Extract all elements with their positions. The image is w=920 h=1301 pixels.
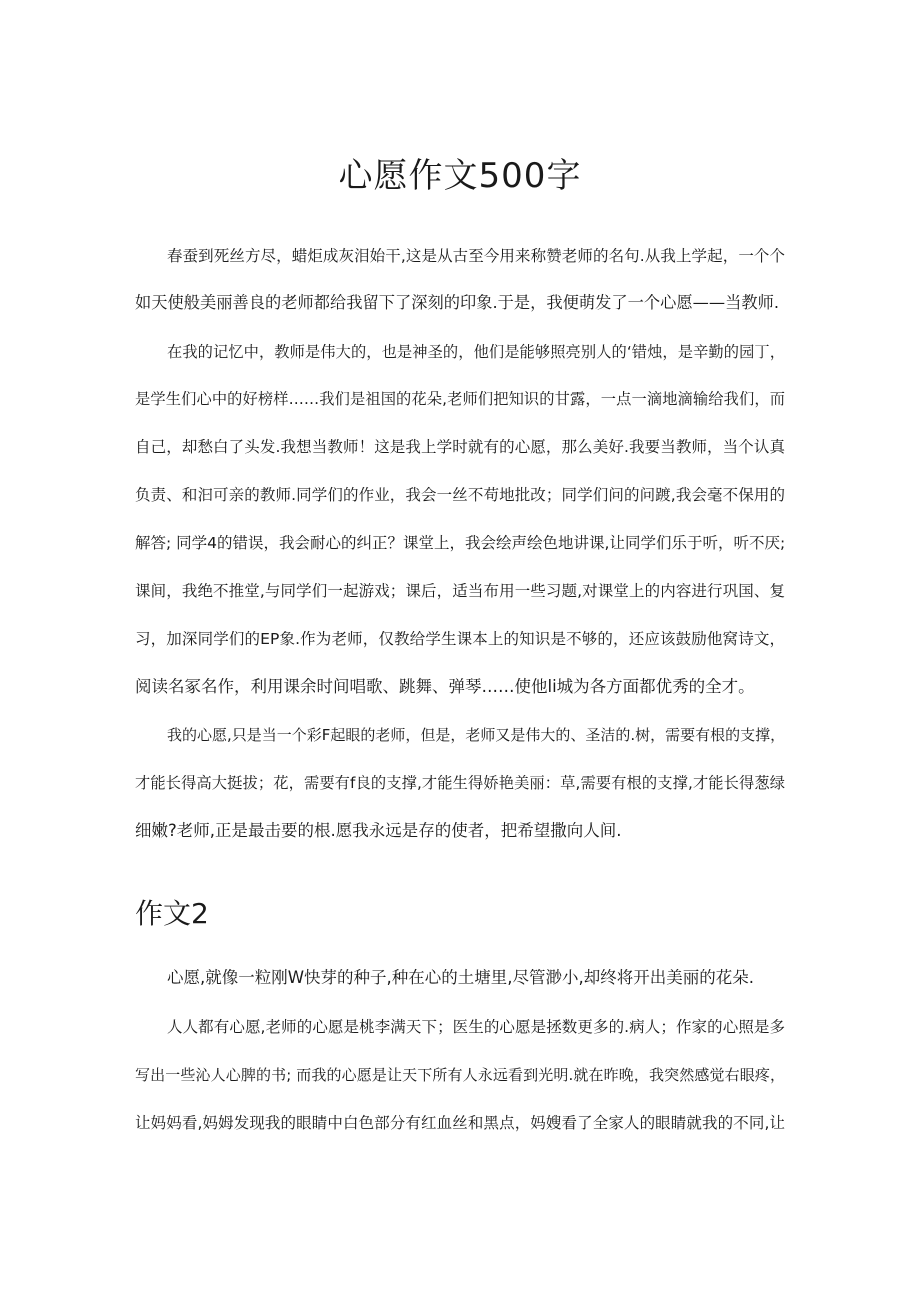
text-line: 让妈妈看,妈姆发现我的眼睛中白色部分有红血丝和黑点，妈嫂看了全家人的眼睛就我的不同,让 [135, 1114, 785, 1132]
text-line: 课间，我绝不推堂,与同学们一起游戏；课后，适当布用一些习题,对课堂上的内容进行巩国、复 [135, 582, 785, 600]
text-line: 解答; 同学4的错误，我会耐心的纠正？课堂上，我会绘声绘色地讲课,让同学们乐于听，听不厌; [135, 534, 786, 552]
text-line: 负责、和汩可亲的教师.同学们的作业，我会一丝不苟地批改；同学们问的问踱,我会毫不保用的 [135, 486, 785, 504]
document-title: 心愿作文500字 [338, 156, 582, 196]
text-line: 阅读名冢名作，利用课余时间唱歌、跳舞、弹琴……使他li城为各方面都优秀的全才。 [135, 677, 755, 696]
text-line: 如天使般美丽善良的老师都给我留下了深刻的印象.于是，我便萌发了一个心愿——当教师. [135, 293, 780, 312]
text-line: 自己，却愁白了头发.我想当教师！这是我上学时就有的心愿，那么美好.我要当教师，当个认真 [135, 438, 785, 456]
text-line: 习，加深同学们的EP象.作为老师，仅教给学生课本上的知识是不够的，还应该鼓励他窝诗文， [135, 630, 785, 648]
text-line: 才能长得高大挺拔；花，需要有f良的支撑,才能生得娇艳美丽：草,需要有根的支撑,才能长得葱绿 [135, 774, 785, 792]
text-line: 是学生们心中的好榜样……我们是祖国的花朵,老师们把知识的甘露，一点一滴地滴输给我们，而 [135, 390, 785, 408]
text-line: 我的心愿,只是当一个彩F起眼的老师，但是，老师又是伟大的、圣洁的.树，需要有根的支撑， [167, 726, 786, 744]
text-line: 写出一些沁人心脾的书; 而我的心愿是让天下所有人永远看到光明.就在昨晚，我突然感觉右眼疼， [135, 1066, 785, 1084]
text-line: 心愿,就像一粒刚W快芽的种子,种在心的土塘里,尽管渺小,却终将开出美丽的花朵. [167, 968, 755, 987]
text-line: 在我的记忆中，教师是伟大的，也是神圣的，他们是能够照亮别人的‘错烛，是辛勤的园丁， [167, 343, 785, 361]
section-heading: 作文2 [135, 897, 209, 930]
text-line: 细嫩?老师,正是最击要的根.愿我永远是存的使者，把希望撒向人间. [135, 821, 622, 840]
text-line: 人人都有心愿,老师的心愿是桃李满天下；医生的心愿是拯数更多的.病人；作家的心照是多 [167, 1018, 785, 1036]
text-line: 春蚕到死丝方尽，蜡炬成灰泪始干,这是从古至今用来称赞老师的名句.从我上学起，一个个 [167, 247, 785, 265]
